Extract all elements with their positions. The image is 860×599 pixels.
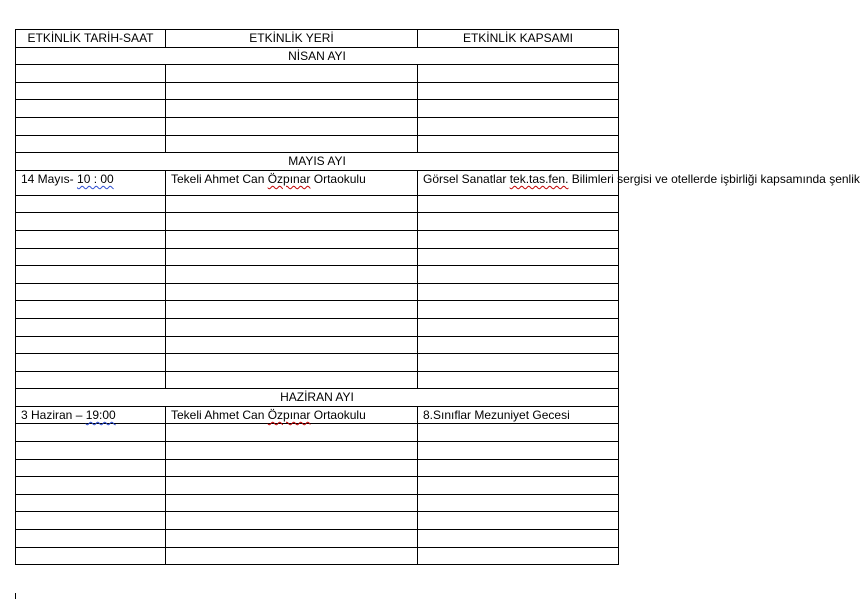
page-margin-line bbox=[15, 593, 16, 599]
table-row bbox=[16, 530, 619, 548]
event-schedule-table bbox=[15, 29, 860, 565]
table-row bbox=[16, 547, 619, 565]
table-row bbox=[16, 248, 619, 266]
table-row bbox=[16, 135, 619, 153]
june-event-time: 19:00 bbox=[85, 407, 116, 422]
table-row bbox=[16, 100, 619, 118]
table-row bbox=[16, 477, 619, 495]
table-row bbox=[16, 65, 619, 83]
table-row bbox=[16, 230, 619, 248]
table-row bbox=[16, 82, 619, 100]
month-april: NİSAN AYI bbox=[16, 47, 619, 65]
may-event-date: 14 Mayıs- 10 : 00 bbox=[16, 170, 166, 195]
table-row bbox=[16, 266, 619, 284]
month-row-may bbox=[16, 153, 619, 171]
june-event-scope: 8.Sınıflar Mezuniyet Gecesi bbox=[418, 406, 619, 424]
table-row bbox=[16, 371, 619, 389]
table-row bbox=[16, 336, 619, 354]
month-may: MAYIS AYI bbox=[16, 153, 619, 171]
june-event-place: Tekeli Ahmet Can Özpınar Ortaokulu bbox=[166, 406, 418, 424]
table-row bbox=[16, 117, 619, 135]
may-event-time: 10 : 00 bbox=[77, 171, 114, 186]
may-event-place: Tekeli Ahmet Can Özpınar Ortaokulu bbox=[166, 170, 418, 195]
june-event-date: 3 Haziran – 19:00 bbox=[16, 406, 166, 424]
event-row-june bbox=[16, 406, 619, 424]
table-row bbox=[16, 494, 619, 512]
header-scope: ETKİNLİK KAPSAMI bbox=[418, 30, 619, 48]
may-event-scope: Görsel Sanatlar tek.tas.fen. Bilimleri sergisi ve otellerde işbirliği kapsamında şenlik bbox=[418, 170, 619, 195]
table-row bbox=[16, 424, 619, 442]
header-place: ETKİNLİK YERİ bbox=[166, 30, 418, 48]
table-row bbox=[16, 442, 619, 460]
table-row bbox=[16, 354, 619, 372]
month-row-april bbox=[16, 47, 619, 65]
event-row-may bbox=[16, 170, 619, 195]
table-row bbox=[16, 195, 619, 213]
table-row bbox=[16, 512, 619, 530]
header-row bbox=[16, 30, 619, 48]
table-row bbox=[16, 459, 619, 477]
month-june: HAZİRAN AYI bbox=[16, 389, 619, 407]
table-row bbox=[16, 283, 619, 301]
table-row bbox=[16, 318, 619, 336]
month-row-june bbox=[16, 389, 619, 407]
table-row bbox=[16, 301, 619, 319]
table-row bbox=[16, 213, 619, 231]
header-date-time: ETKİNLİK TARİH-SAAT bbox=[16, 30, 166, 48]
